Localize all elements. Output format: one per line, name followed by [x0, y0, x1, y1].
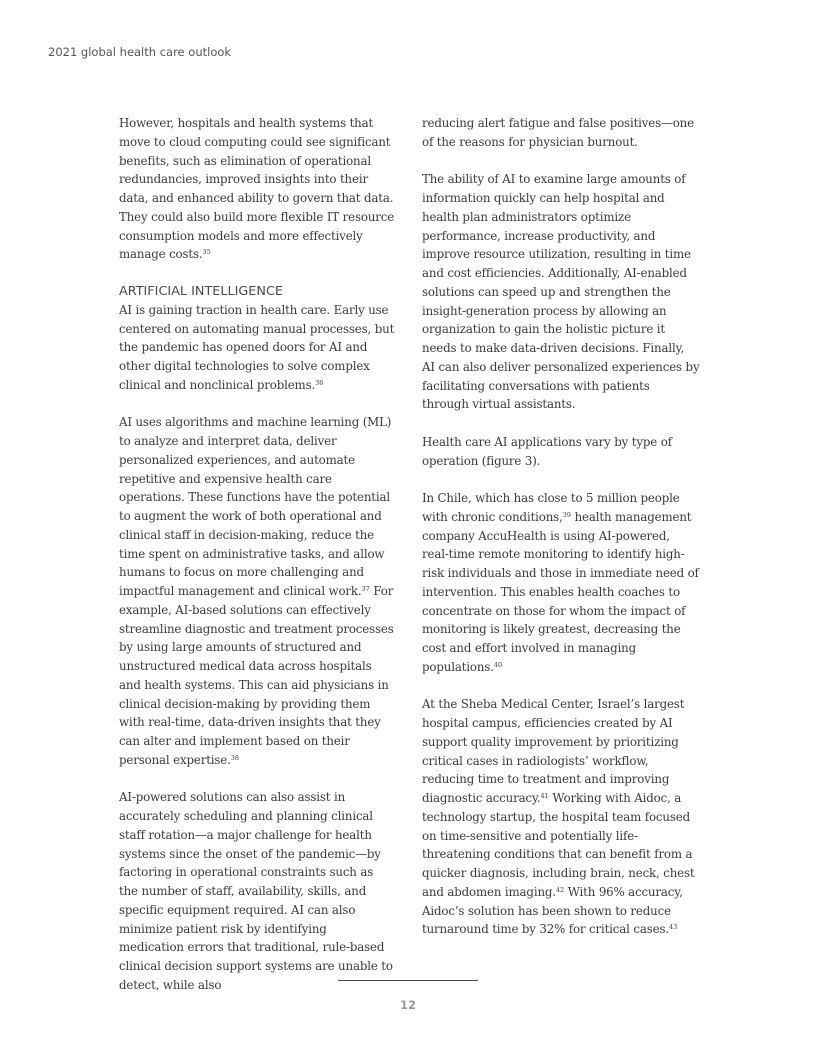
page-number: 12: [399, 998, 416, 1012]
section-heading-ai: ARTIFICIAL INTELLIGENCE: [119, 283, 283, 299]
paragraph-ai-administrators: The ability of AI to examine large amounts of information quickly can help hospital and health plan administrators optimize performance, increase productivity, and improve resource utilization, resulting in time and cost efficiencies. Additionally, AI-enabled solutions can speed up and strengthen the insight-generation process by allowing an organization to gain the holistic picture it needs to make data-driven decisions. Finally, AI can also deliver personalized experiences by facilitating conversations with patients through virtual assistants.: [422, 172, 700, 412]
footnote-ref[interactable]: 37: [361, 585, 370, 593]
running-title: 2021 global health care outlook: [48, 45, 232, 59]
paragraph-cloud-benefits: However, hospitals and health systems that move to cloud computing could see significant benefits, such as elimination of operational redundancies, improved insights into their data, and enhanced ability to govern that data. They could also build more flexible IT resource consumption models and more effectively manage costs.$^{35}$: [119, 116, 395, 262]
footnote-ref[interactable]: 40: [493, 660, 503, 669]
footnote-ref[interactable]: 39: [562, 510, 571, 519]
paragraph-chile-accuhealth: In Chile, which has close to 5 million people with chronic conditions,$^{39}$ health management company AccuHealth is using AI-powered, real-time remote monitoring to identify high-risk individuals and those in immediate need of intervention. This enables health coaches to concentrate on those for whom the impact of monitoring is likely greatest, decreasing the cost and effort involved in managing populations.$^{40}$: [422, 491, 699, 674]
paragraph-ai-traction: AI is gaining traction in health care. Early use centered on automating manual processes, but the pandemic has opened doors for AI and other digital technologies to solve complex clinical and nonclinical problems.$^{36}$: [119, 302, 395, 392]
paragraph-ai-uses: AI uses algorithms and machine learning (ML) to analyze and interpret data, deliver personalized experiences, and automate repetitive and expensive health care operations. These functions have the potential to augment the work of both operational and clinical staff in decision-making, reduce the time spent on administrative tasks, and allow humans to focus on more challenging and impactful management and clinical work.$^{37}$ For example, AI-based solutions can effectively streamline diagnostic and treatment processes by using large amounts of structured and unstructured medical data across hospitals and health systems. This can aid physicians in clinical decision-making by providing them with real-time, data-driven insights that they can alter and implement based on their personal expertise.$^{38}$: [119, 415, 394, 767]
footnote-ref[interactable]: 38: [230, 753, 240, 762]
paragraph-ai-scheduling: AI-powered solutions can also assist in accurately scheduling and planning clinical staff rotation—a major challenge for health systems since the onset of the pandemic—by factoring in operational constraints such as the number of staff, availability, skills, and specific equipment required. AI can also minimize patient risk by identifying medication errors that traditional, rule-based clinical decision support systems are unable to detect, while also: [119, 790, 393, 992]
paragraph-alert-fatigue: reducing alert fatigue and false positives—one of the reasons for physician burnout.: [422, 116, 694, 149]
footer-divider: [338, 980, 478, 981]
footnote-ref[interactable]: 41: [540, 792, 549, 800]
left-column: [119, 114, 395, 1013]
paragraph-sheba-aidoc: At the Sheba Medical Center, Israel’s largest hospital campus, efficiencies created by AI support quality improvement by prioritizing critical cases in radiologists’ workflow, reducing time to treatment and improving diagnostic accuracy.$^{41}$ Working with Aidoc, a technology startup, the hospital team focused on time-sensitive and potentially life-threatening conditions that can benefit from a quicker diagnosis, including brain, neck, chest and abdomen imaging.$^{42}$ With 96% accuracy, Aidoc’s solution has been shown to reduce turnaround time by 32% for critical cases.$^{43}$: [422, 697, 695, 937]
footnote-ref[interactable]: 42: [555, 885, 565, 894]
footnote-ref[interactable]: 35: [202, 248, 211, 257]
right-column: [422, 114, 700, 958]
footnote-ref[interactable]: 43: [668, 923, 678, 932]
footnote-ref[interactable]: 36: [315, 378, 324, 387]
paragraph-ai-applications: Health care AI applications vary by type of operation (figure 3).: [422, 434, 672, 468]
